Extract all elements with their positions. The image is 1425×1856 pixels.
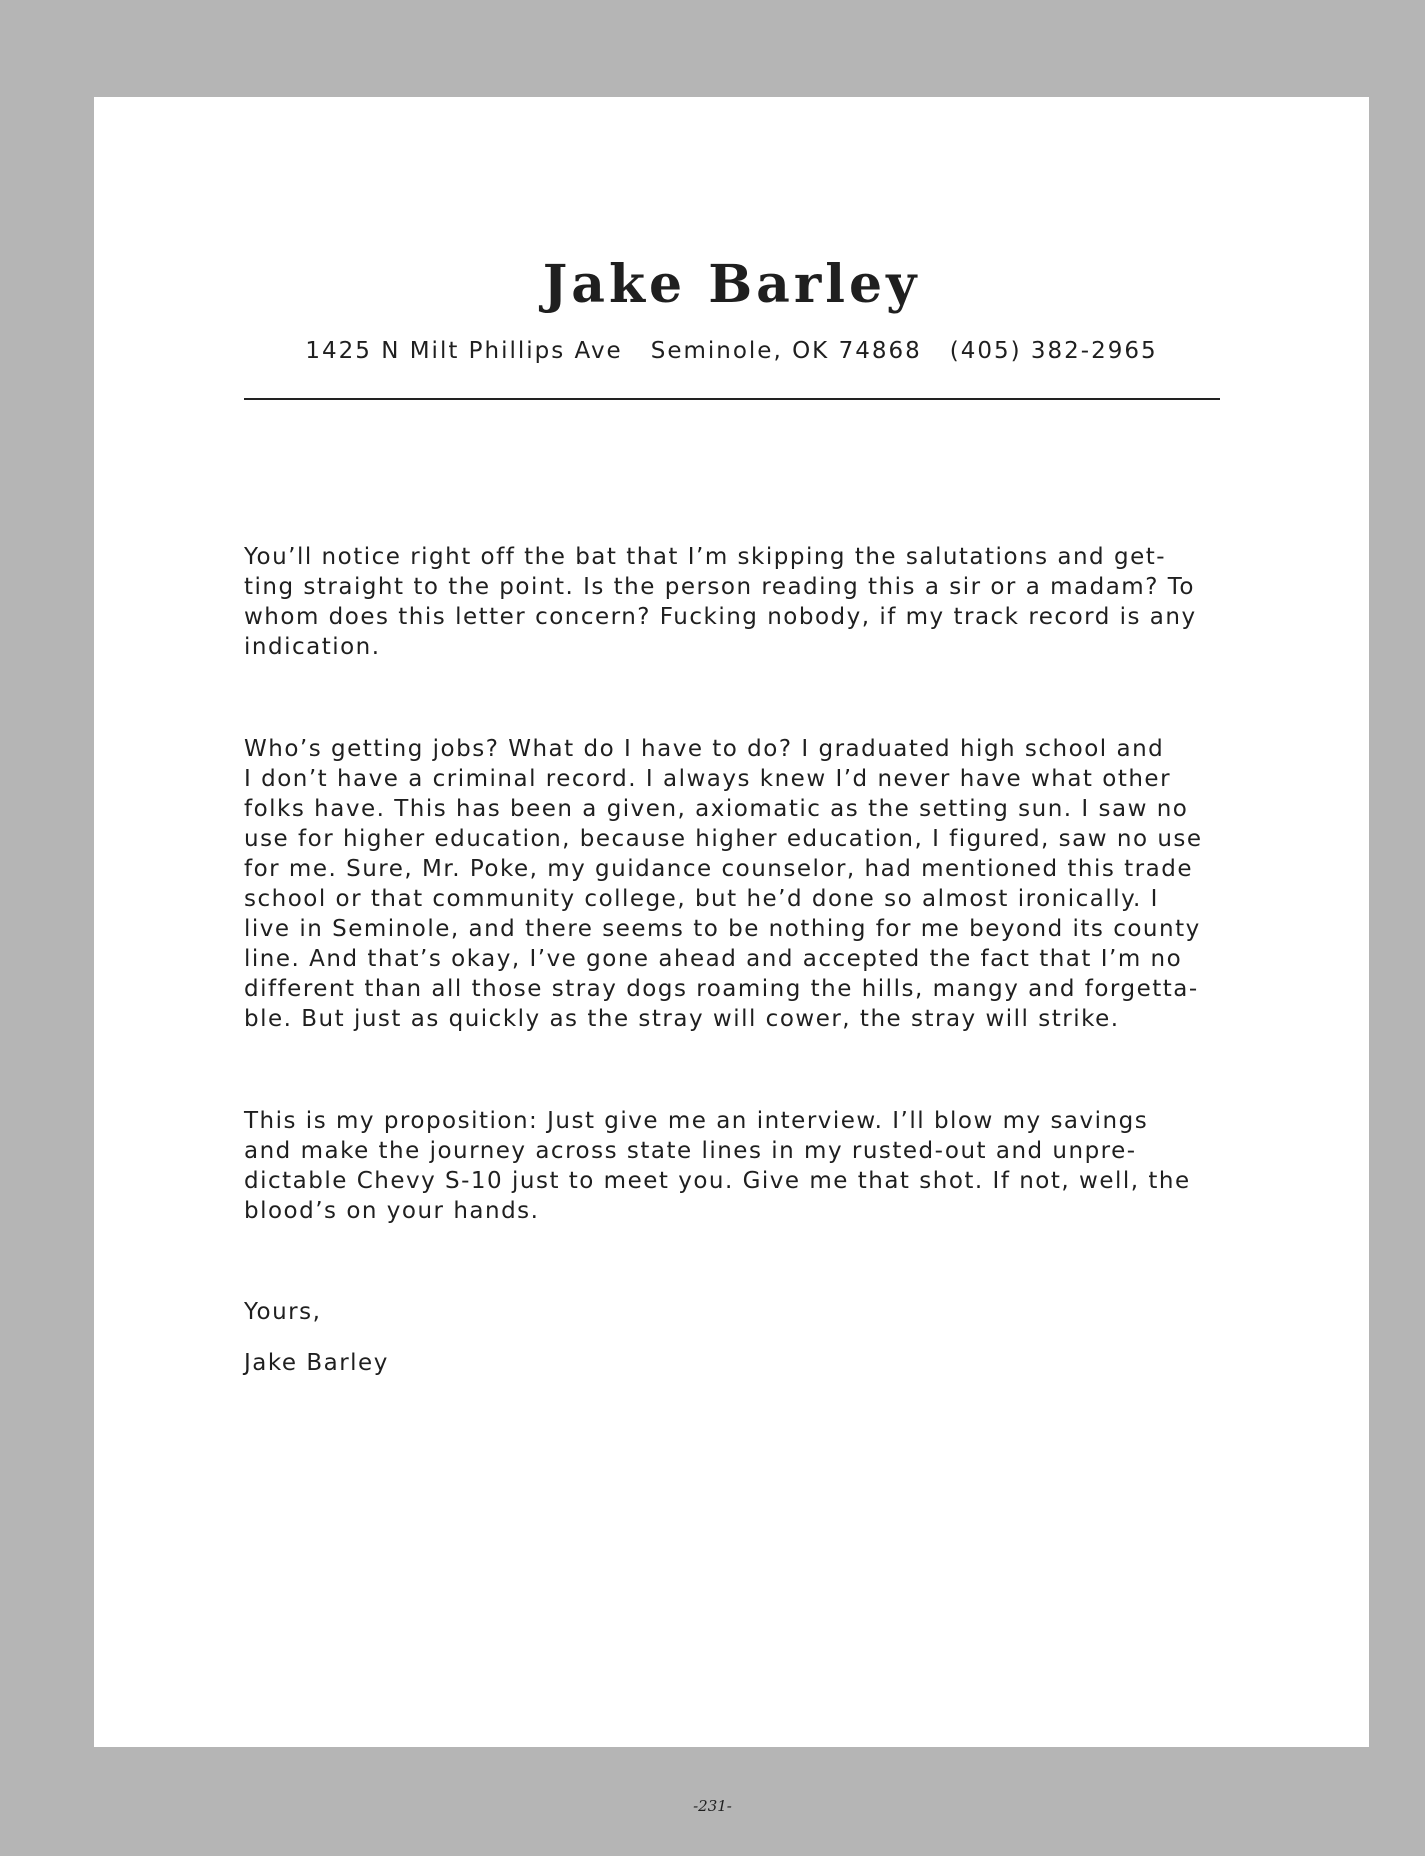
paragraph-line: You’ll notice right off the bat that I’m skipping the salutations and get- [244, 544, 1167, 570]
paragraph-line: school or that community college, but he’d done so almost ironically. I [244, 886, 1159, 912]
signature: Jake Barley [244, 1350, 389, 1376]
paragraph-line: blood’s on your hands. [244, 1198, 540, 1224]
letterhead-contact [94, 340, 1369, 363]
closing: Yours, [244, 1299, 322, 1325]
paragraph-2 [244, 734, 1224, 1034]
contact-phone: (405) 382-2965 [949, 338, 1158, 364]
paragraph-line: indication. [244, 634, 381, 660]
paragraph-line: for me. Sure, Mr. Poke, my guidance counselor, had mentioned this trade [244, 856, 1193, 882]
paragraph-line: whom does this letter concern? Fucking nobody, if my track record is any [244, 604, 1197, 630]
paragraph-line: different than all those stray dogs roaming the hills, mangy and forgetta- [244, 976, 1199, 1002]
letterhead-name: Jake Barley [542, 254, 921, 315]
paragraph-line: use for higher education, because higher education, I figured, saw no use [244, 826, 1203, 852]
paragraph-line: This is my proposition: Just give me an interview. I’ll blow my savings [244, 1108, 1149, 1134]
paragraph-line: line. And that’s okay, I’ve gone ahead and accepted the fact that I’m no [244, 946, 1183, 972]
paragraph-3 [244, 1106, 1224, 1226]
letterhead-divider [244, 398, 1220, 400]
paragraph-line: Who’s getting jobs? What do I have to do? I graduated high school and [244, 736, 1165, 762]
page-number: -231- [693, 1797, 732, 1815]
paragraph-line: and make the journey across state lines in my rusted-out and unpre- [244, 1138, 1137, 1164]
paragraph-line: live in Seminole, and there seems to be nothing for me beyond its county [244, 916, 1201, 942]
contact-city: Seminole, OK 74868 [650, 338, 922, 364]
paragraph-line: I don’t have a criminal record. I always knew I’d never have what other [244, 766, 1172, 792]
paragraph-line: ting straight to the point. Is the person reading this a sir or a madam? To [244, 574, 1195, 600]
paragraph-1 [244, 542, 1224, 662]
contact-address: 1425 N Milt Phillips Ave [305, 338, 623, 364]
paragraph-line: folks have. This has been a given, axiomatic as the setting sun. I saw no [244, 796, 1189, 822]
paragraph-line: dictable Chevy S-10 just to meet you. Give me that shot. If not, well, the [244, 1168, 1191, 1194]
paragraph-line: ble. But just as quickly as the stray will cower, the stray will strike. [244, 1006, 1120, 1032]
letter-page [94, 97, 1369, 1747]
